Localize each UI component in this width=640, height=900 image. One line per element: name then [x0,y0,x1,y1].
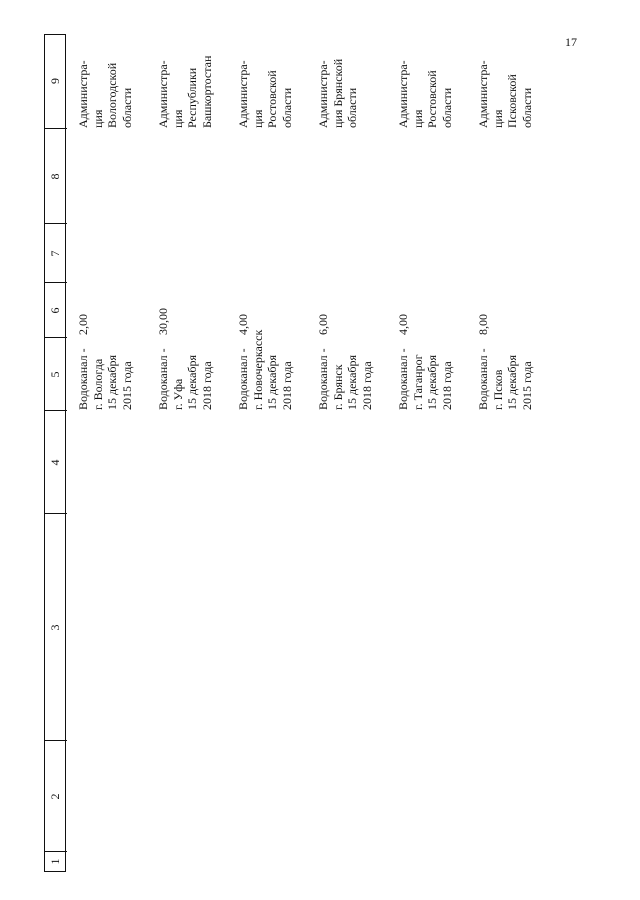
cell-responsible [476,60,534,128]
cell-facility [236,330,294,410]
cell-line: 15 декабря [505,354,519,410]
cell-line: Администра- [396,60,410,128]
cell-line: Администра- [76,60,90,128]
cell-line: области [119,87,134,128]
table-row [396,34,472,872]
column-separator [45,513,67,514]
cell-responsible [236,60,294,128]
cell-line: Администра- [236,60,250,128]
cell-line: области [519,87,534,128]
cell-amount: 6,00 [316,314,330,335]
cell-line: Ростовской [425,70,439,128]
column-separator [45,282,67,283]
cell-line: 2015 года [119,361,134,410]
column-number: 8 [48,173,62,180]
table-row [76,34,152,872]
table-row [156,34,232,872]
cell-amount: 2,00 [76,314,90,335]
cell-amount: 8,00 [476,314,490,335]
cell-line: Водоканал - [156,348,170,410]
cell-facility [156,348,214,410]
page-number: 17 [565,35,577,49]
cell-line: г. Уфа [170,378,185,410]
cell-line: Башкортостан [199,55,214,128]
cell-line: Республики [185,67,199,128]
cell-line: ция [410,109,425,128]
table-row [316,34,392,872]
cell-line: 15 декабря [265,354,279,410]
cell-line: 2018 года [199,361,214,410]
cell-amount: 30,00 [156,308,170,335]
cell-line: Водоканал - [316,348,330,410]
cell-line: области [345,87,359,128]
cell-line: ция Брянской [330,58,345,128]
table-row [476,34,552,872]
cell-line: ция [170,109,185,128]
cell-responsible [316,59,360,128]
cell-line: Водоканал - [76,348,90,410]
cell-line: ция [490,109,505,128]
cell-amount: 4,00 [396,314,410,335]
cell-line: Администра- [476,60,490,128]
column-separator [45,223,67,224]
column-number: 9 [48,78,62,84]
column-separator [45,337,67,338]
column-separator [45,740,67,741]
cell-line: 2018 года [279,361,294,410]
cell-line: ция [250,109,265,128]
column-number: 7 [48,250,62,257]
cell-line: области [279,87,294,128]
cell-line: 15 декабря [345,354,359,410]
column-number: 5 [48,371,62,378]
column-number: 1 [48,858,62,865]
cell-line: области [439,87,454,128]
column-number: 3 [48,624,62,631]
cell-line: Вологодской [105,62,119,128]
cell-line: 2015 года [519,361,534,410]
cell-line: 2018 года [359,361,374,410]
cell-line: Псковской [505,74,519,128]
cell-line: Водоканал - [236,348,250,410]
cell-responsible [156,56,214,128]
cell-line: г. Брянск [330,364,345,410]
cell-line: ция [90,109,105,128]
cell-line: 15 декабря [185,354,199,410]
cell-facility [76,348,134,410]
cell-facility [316,348,374,410]
table-header-row [44,34,66,872]
cell-line: Водоканал - [476,348,490,410]
cell-responsible [396,60,454,128]
rotated-table [44,34,584,872]
cell-facility [476,348,534,410]
cell-line: Ростовской [265,70,279,128]
column-number: 4 [48,459,62,466]
cell-line: г. Новочеркасск [250,329,265,410]
cell-line: г. Вологда [90,358,105,410]
column-number: 2 [48,793,62,800]
cell-line: Водоканал - [396,348,410,410]
table-row [236,34,312,872]
cell-line: Администра- [156,60,170,128]
cell-line: Администра- [316,60,330,128]
column-separator [45,128,67,129]
cell-amount: 4,00 [236,314,250,335]
cell-line: 15 декабря [425,354,439,410]
column-separator [45,410,67,411]
cell-line: г. Таганрог [410,354,425,410]
cell-line: 15 декабря [105,354,119,410]
cell-facility [396,348,454,410]
cell-line: г. Псков [490,369,505,410]
cell-line: 2018 года [439,361,454,410]
cell-responsible [76,60,134,128]
column-number: 6 [48,307,62,314]
